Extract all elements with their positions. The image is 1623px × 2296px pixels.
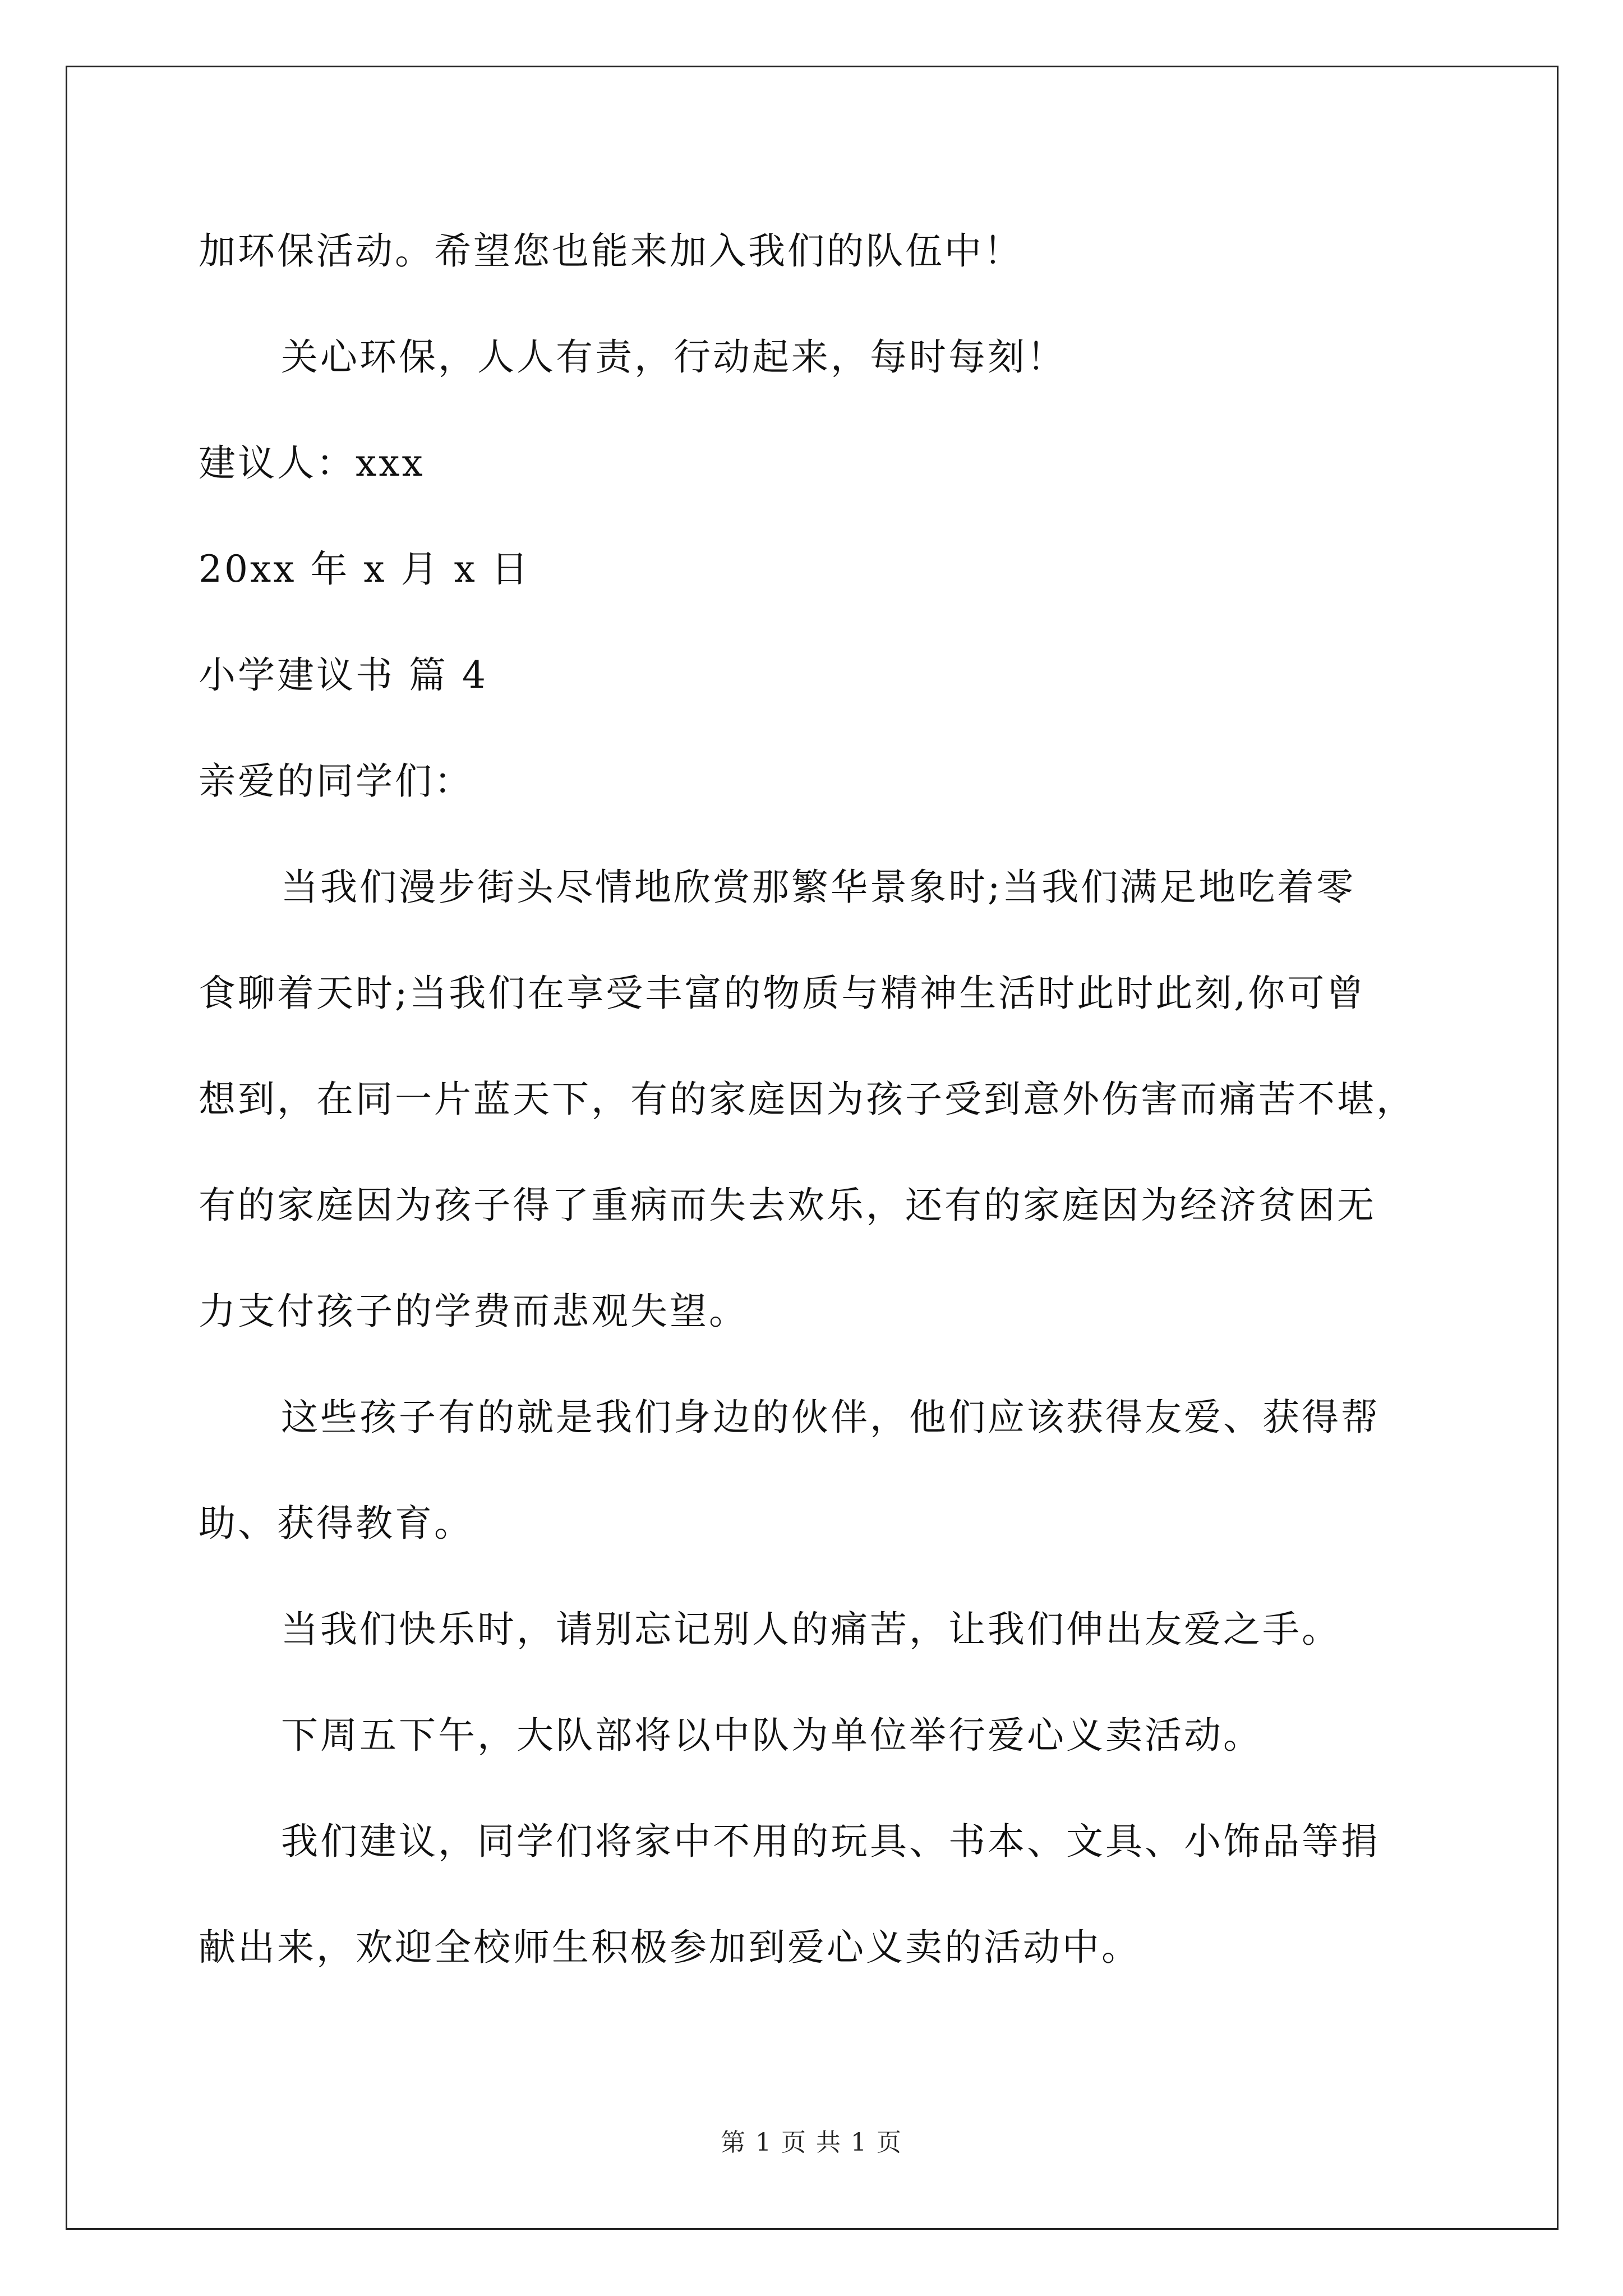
text-line: 有的家庭因为孩子得了重病而失去欢乐，还有的家庭因为经济贫困无 (199, 1184, 1376, 1227)
section-title: 小学建议书 篇 4 (199, 654, 488, 697)
text-line: 当我们快乐时，请别忘记别人的痛苦，让我们伸出友爱之手。 (281, 1608, 1341, 1651)
text-line: 关心环保，人人有责，行动起来，每时每刻！ (281, 335, 1066, 379)
page-number: 第 1 页 共 1 页 (721, 2128, 902, 2157)
text-line: 助、获得教育。 (199, 1502, 473, 1545)
salutation: 亲爱的同学们： (199, 760, 473, 803)
signer-line: 建议人：xxx (199, 441, 425, 485)
text-line: 我们建议，同学们将家中不用的玩具、书本、文具、小饰品等捐 (281, 1820, 1380, 1863)
text-line: 这些孩子有的就是我们身边的伙伴，他们应该获得友爱、获得帮 (281, 1396, 1380, 1439)
text-line: 献出来，欢迎全校师生积极参加到爱心义卖的活动中。 (199, 1926, 1141, 1969)
page-frame (66, 66, 1559, 2230)
text-line: 当我们漫步街头尽情地欣赏那繁华景象时;当我们满足地吃着零 (281, 866, 1356, 909)
date-line: 20xx 年 x 月 x 日 (199, 547, 531, 591)
text-line: 想到，在同一片蓝天下，有的家庭因为孩子受到意外伤害而痛苦不堪， (199, 1078, 1415, 1121)
text-line: 加环保活动。希望您也能来加入我们的队伍中！ (199, 229, 1023, 273)
text-line: 力支付孩子的学费而悲观失望。 (199, 1290, 748, 1333)
text-line: 下周五下午，大队部将以中队为单位举行爱心义卖活动。 (281, 1714, 1262, 1757)
text-line: 食聊着天时;当我们在享受丰富的物质与精神生活时此时此刻,你可曾 (199, 972, 1366, 1015)
